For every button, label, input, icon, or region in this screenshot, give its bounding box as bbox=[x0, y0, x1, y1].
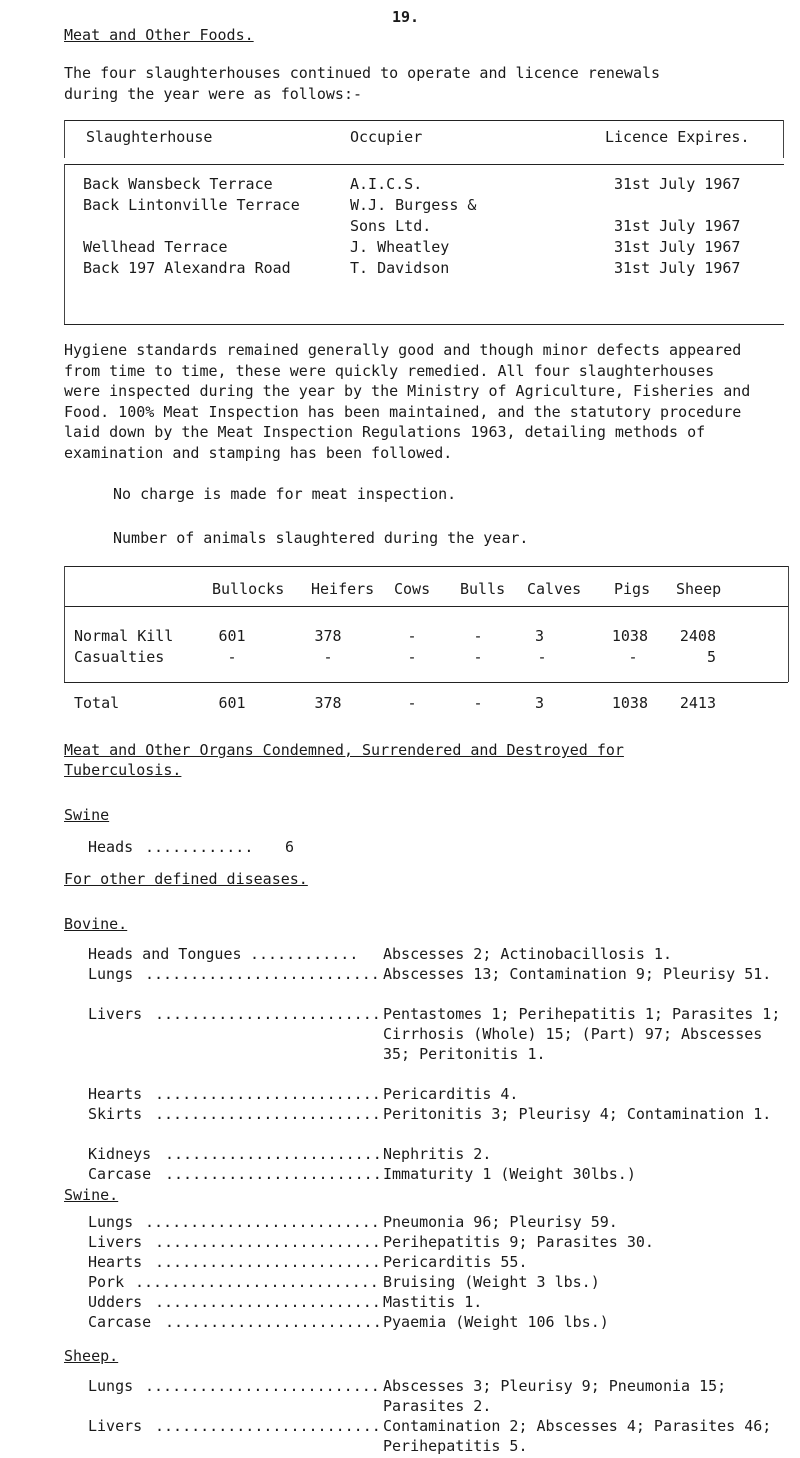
document-page: 19. Meat and Other Foods. The four slaughterhouses continued to operate and licence renewals during the year were as follows:- Slaughterhouse Occupier Licence Expires. Back Wansbeck Terrace A.I.C.S. 31st July 1967 Back Lintonville Terrace W.J. Burgess & Sons Ltd. 31st July 1967 Wellhead Terrace J. Wheatley 31st July 1967 Back 197 Alexandra Road T. Davidson 31st July 1967 Hygiene standards remained generally good and though minor defects appeared from time to time, these were quickly remedied. All four slaughterhouses were inspected during the year by the Ministry of Agriculture, Fisheries and Food. 100% Meat Inspection has been maintained, and the statutory procedure laid down by the Meat Inspection Regulations 1963, detailing methods of examination and stamping has been followed. No charge is made for meat inspection. Number of animals slaughtered during the year. Bullocks Heifers Cows Bulls Calves Pigs Sheep Normal Kill 601 378 - - 3 1038 2408 Casualties - - - - - - 5 Total 601 378 - - 3 1038 2413 Meat and Other Organs Condemned, Surrendered and Destroyed for Tuberculosis. Swine Heads ............ 6 For other defined diseases. Bovine. Heads and Tongues ............ Abscesses 2; Actinobacillosis 1. Lungs .......................... Abscesses 13; Contamination 9; Pleurisy 51. Livers ......................... Pentastomes 1; Perihepatitis 1; Parasites 1; Cirrhosis (Whole) 15; (Part) 97; Abscesses 35; Peritonitis 1. Hearts ......................... Pericarditis 4. Skirts ......................... Peritonitis 3; Pleurisy 4; Contamination 1. Kidneys ........................ Nephritis 2. Carcase ........................ Immaturity 1 (Weight 30lbs.) Swine. Lungs .......................... Pneumonia 96; Pleurisy 59. Livers ......................... Perihepatitis 9; Parasites 30. Hearts ......................... Pericarditis 55. Pork ........................... Bruising (Weight 3 lbs.) Udders ......................... Mastitis 1. Carcase ........................ Pyaemia (Weight 106 lbs.) Sheep. Lungs .......................... Abscesses 3; Pleurisy 9; Pneumonia 15; Parasites 2. Livers ......................... Contamination 2; Abscesses 4; Parasites 46; Perihepatitis 5. bbox=[0, 0, 800, 1458]
table-total-row: Total 601 378 - - 3 1038 2413 bbox=[74, 694, 716, 712]
column-header: Cows bbox=[394, 580, 431, 598]
animals-intro: Number of animals slaughtered during the year. bbox=[113, 529, 529, 547]
animals-header-row bbox=[64, 580, 784, 602]
table-row: Casualties - - - - - - 5 bbox=[74, 648, 716, 666]
intro-paragraph: The four slaughterhouses continued to operate and licence renewals during the year were as follows:- bbox=[64, 64, 661, 103]
leader-dots: ............ bbox=[145, 838, 254, 856]
condemned-heading-line2: Tuberculosis. bbox=[64, 761, 182, 779]
swine-heading: Swine. bbox=[64, 1186, 119, 1204]
tb-swine-heads-value: 6 bbox=[285, 838, 295, 856]
hygiene-paragraph: Hygiene standards remained generally good and though minor defects appeared from time to time, these were quickly remedied. All four slaughterhouses were inspected during the year by the Ministry of Agriculture, Fisheries and Food. 100% Meat Inspection has been maintained, and the statutory procedure laid down by the Meat Inspection Regulations 1963, detailing methods of examination and stamping has been followed. bbox=[64, 341, 751, 462]
no-charge-note: No charge is made for meat inspection. bbox=[113, 485, 457, 503]
tb-swine-heads-label: Heads bbox=[88, 838, 134, 856]
column-header-occupier: Occupier bbox=[350, 128, 423, 146]
column-header: Heifers bbox=[311, 580, 375, 598]
column-header: Sheep bbox=[676, 580, 722, 598]
sheep-heading: Sheep. bbox=[64, 1347, 119, 1365]
page-number: 19. bbox=[392, 8, 420, 26]
column-header: Bullocks bbox=[212, 580, 285, 598]
column-header: Calves bbox=[527, 580, 582, 598]
tb-swine-heading: Swine bbox=[64, 806, 110, 824]
column-header-licence-expires: Licence Expires. bbox=[605, 128, 750, 146]
bovine-heading: Bovine. bbox=[64, 915, 128, 933]
column-header: Bulls bbox=[460, 580, 506, 598]
table-row: Normal Kill 601 378 - - 3 1038 2408 bbox=[74, 627, 716, 645]
section-heading: Meat and Other Foods. bbox=[64, 26, 254, 44]
column-header-slaughterhouse: Slaughterhouse bbox=[86, 128, 213, 146]
condemned-heading: Meat and Other Organs Condemned, Surrendered and Destroyed for bbox=[64, 741, 624, 759]
column-header: Pigs bbox=[614, 580, 651, 598]
other-diseases-heading: For other defined diseases. bbox=[64, 870, 308, 888]
